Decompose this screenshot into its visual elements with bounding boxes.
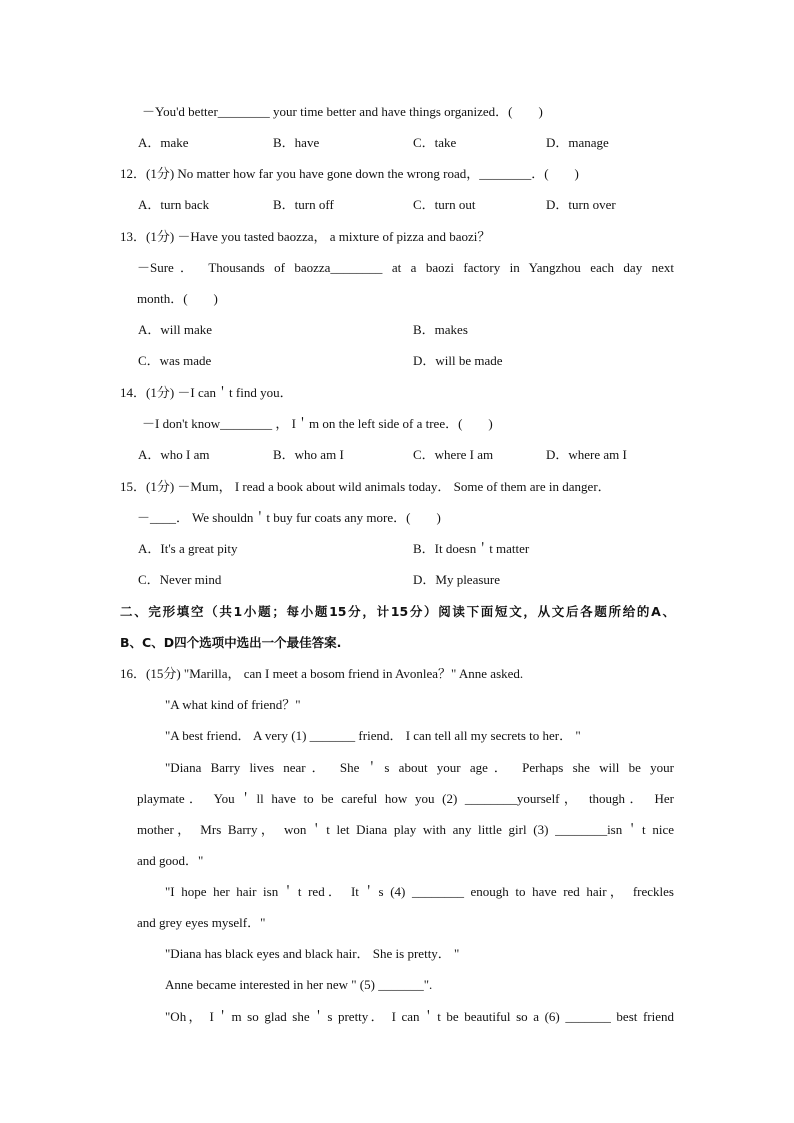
passage-line: "I hope her hair isn＇t red． It＇s (4) ________ enough to have red hair， freckles <box>165 884 674 899</box>
q14-option-d[interactable]: D．where am I <box>546 447 627 462</box>
q15-option-d[interactable]: D．My pleasure <box>413 572 501 587</box>
q15-line2: －____． We shouldn＇t buy fur coats any more．( ) <box>137 510 441 525</box>
q14-stem: 14．(1分) －I can＇t find you． <box>120 385 293 400</box>
passage-line: "A what kind of friend？" <box>165 697 301 712</box>
q15-stem: 15．(1分) －Mum， I read a book about wild animals today． Some of them are in danger． <box>120 479 611 494</box>
q14-option-a[interactable]: A．who I am <box>138 447 210 462</box>
q11-option-b[interactable]: B．have <box>273 135 320 150</box>
section-heading-line2: B、C、D四个选项中选出一个最佳答案. <box>120 635 342 650</box>
q12-option-d[interactable]: D．turn over <box>546 197 616 212</box>
q14-option-c[interactable]: C．where I am <box>413 447 494 462</box>
q12-stem: 12．(1分) No matter how far you have gone down the wrong road，________．( ) <box>120 166 579 181</box>
q14-line2: －I don't know________ ， I＇m on the left side of a tree．( ) <box>142 416 493 431</box>
q15-option-b[interactable]: B．It doesn＇t matter <box>413 541 530 556</box>
passage-line: Anne became interested in her new " (5) _______". <box>165 977 433 992</box>
q13-option-c[interactable]: C．was made <box>138 353 212 368</box>
q16-stem: 16．(15分) "Marilla， can I meet a bosom friend in Avonlea？" Anne asked. <box>120 666 524 681</box>
q11-option-c[interactable]: C．take <box>413 135 457 150</box>
q12-option-a[interactable]: A．turn back <box>138 197 210 212</box>
q11-option-d[interactable]: D．manage <box>546 135 609 150</box>
q12-option-b[interactable]: B．turn off <box>273 197 334 212</box>
q13-line3: month．( ) <box>137 291 218 306</box>
q13-option-a[interactable]: A．will make <box>138 322 213 337</box>
q11-line: －You'd better________ your time better and have things organized．( ) <box>142 104 543 119</box>
q13-line2: －Sure． Thousands of baozza________ at a baozi factory in Yangzhou each day next <box>137 260 674 275</box>
passage-line: mother， Mrs Barry， won＇t let Diana play with any little girl (3) ________isn＇t nice <box>137 822 674 837</box>
passage-line: "Oh， I＇m so glad she＇s pretty． I can＇t be beautiful so a (6) _______ best friend <box>165 1009 674 1024</box>
passage-line: "Diana has black eyes and black hair． She is pretty． " <box>165 946 460 961</box>
passage-line: "Diana Barry lives near． She＇s about your age． Perhaps she will be your <box>165 760 674 775</box>
q13-option-d[interactable]: D．will be made <box>413 353 503 368</box>
q13-stem: 13．(1分) －Have you tasted baozza， a mixture of pizza and baozi？ <box>120 229 491 244</box>
passage-line: and good．" <box>137 853 204 868</box>
passage-line: and grey eyes myself．" <box>137 915 266 930</box>
q12-option-c[interactable]: C．turn out <box>413 197 476 212</box>
q15-option-c[interactable]: C．Never mind <box>138 572 222 587</box>
q11-option-a[interactable]: A．make <box>138 135 189 150</box>
q15-option-a[interactable]: A．It's a great pity <box>138 541 238 556</box>
passage-line: playmate． You＇ll have to be careful how you (2) ________yourself， though． Her <box>137 791 674 806</box>
q14-option-b[interactable]: B．who am I <box>273 447 344 462</box>
passage-line: "A best friend． A very (1) _______ friend． I can tell all my secrets to her． " <box>165 728 581 743</box>
section-heading: 二、完形填空（共1小题；每小题15分，计15分）阅读下面短文，从文后各题所给的A、 <box>120 604 675 619</box>
q13-option-b[interactable]: B．makes <box>413 322 468 337</box>
